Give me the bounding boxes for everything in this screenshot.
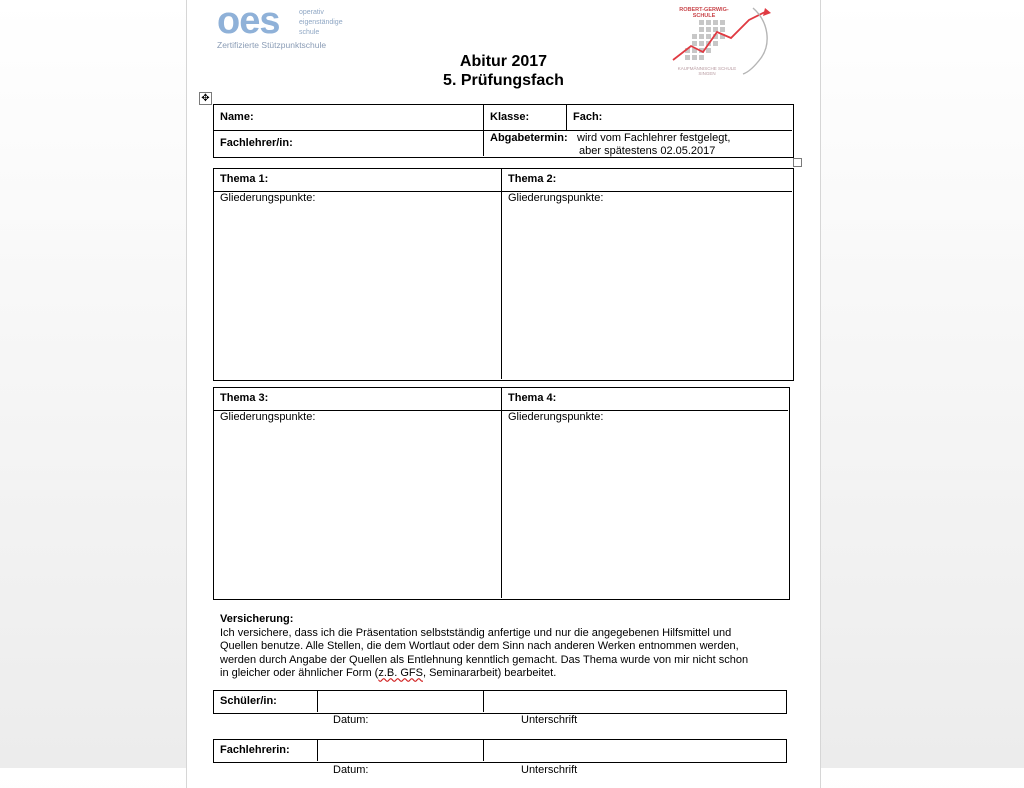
page-subtitle: 5. Prüfungsfach [443,72,564,89]
fachlehrerin-signature-table [213,739,787,763]
unterschrift-label: Unterschrift [521,714,578,726]
schueler-label: Schüler/in: [220,695,277,707]
thema-3-label: Thema 3: [220,392,269,404]
document-page [186,0,821,788]
theme-table-1-2 [213,168,794,381]
fachlehrer-label: Fachlehrer/in: [220,137,293,149]
thema-1-gliederung: Gliederungspunkte: [220,192,316,204]
table-divider [214,130,792,131]
datum-label-2: Datum: [333,764,369,776]
abgabetermin-label: Abgabetermin: [490,132,568,144]
abgabetermin-value: wird vom Fachlehrer festgelegt, [577,132,731,144]
table-divider [501,169,502,379]
page-title: Abitur 2017 [459,53,548,70]
versicherung-heading: Versicherung: [220,613,294,625]
table-divider [483,740,484,761]
schueler-signature-table [213,690,787,714]
versicherung-line: in gleicher oder ähnlicher Form (z.B. GFS, Seminararbeit) bearbeitet. [220,667,557,680]
versicherung-line: werden durch Angabe der Quellen als Entlehnung kenntlich gemacht. Das Thema wurde von mir nicht schon [220,653,749,666]
table-divider [317,740,318,761]
thema-4-label: Thema 4: [508,392,557,404]
thema-1-label: Thema 1: [220,173,269,185]
thema-2-label: Thema 2: [508,173,557,185]
school-logo: ROBERT-GERWIG-SCHULE KAUFMÄNNISCHE SCHULE SINGEN [669,2,787,78]
spellcheck-underline: z.B. GFS [378,667,423,680]
oes-cert-text: Zertifizierte Stützpunktschule [217,40,327,50]
klasse-label: Klasse: [490,111,530,123]
oes-logo-text: oes [217,0,280,42]
versicherung-line: Ich versichere, dass ich die Präsentation selbstständig anfertige und nur die angegebenen Hilfsmittel und [220,626,732,639]
table-divider [501,388,502,598]
thema-4-gliederung: Gliederungspunkte: [508,411,604,423]
info-table [213,104,794,158]
table-resize-handle[interactable] [793,158,802,167]
unterschrift-label-2: Unterschrift [521,764,578,776]
oes-logo-subtext: operativ eigenständige schule [299,9,343,36]
theme-table-3-4 [213,387,790,600]
name-label: Name: [220,111,254,123]
versicherung-section [220,613,810,681]
fach-label: Fach: [573,111,603,123]
table-divider [566,105,567,130]
table-divider [317,691,318,712]
datum-label: Datum: [333,714,369,726]
fachlehrerin-label: Fachlehrerin: [220,744,290,756]
table-divider [483,105,484,156]
thema-3-gliederung: Gliederungspunkte: [220,411,316,423]
abgabetermin-deadline: aber spätestens 02.05.2017 [579,145,716,157]
table-move-handle-icon[interactable]: ✥ [199,92,212,105]
table-divider [483,691,484,712]
thema-2-gliederung: Gliederungspunkte: [508,192,604,204]
versicherung-line: Quellen benutze. Alle Stellen, die dem Wortlaut oder dem Sinn nach anderen Werken entnommen werden, [220,640,739,653]
oes-logo [217,0,357,54]
